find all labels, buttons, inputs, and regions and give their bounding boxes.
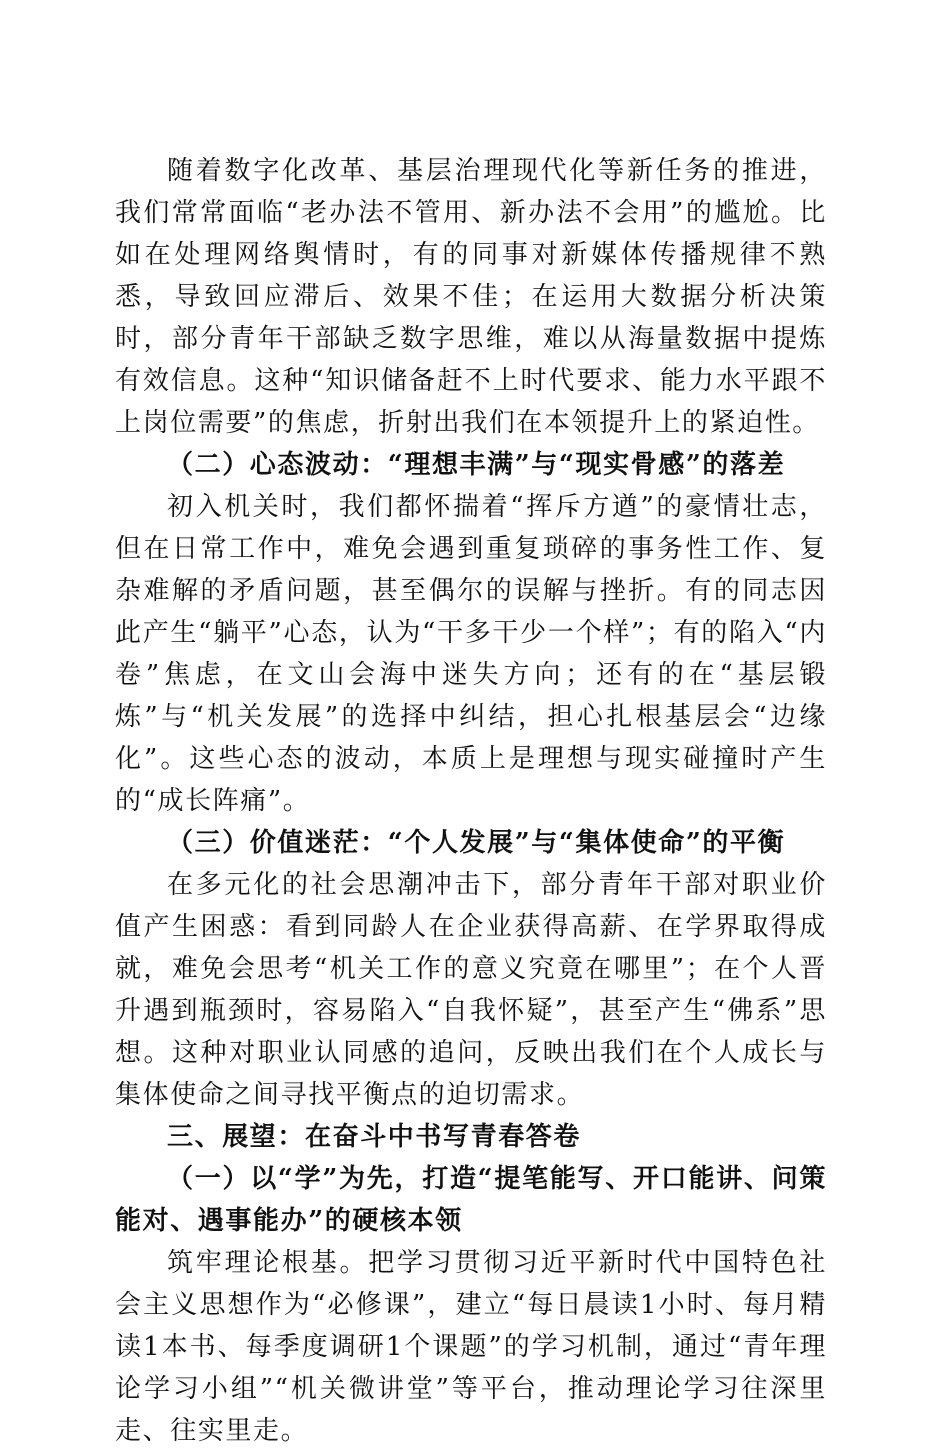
subheading-learning-first: （一）以“学”为先，打造“提笔能写、开口能讲、问策能对、遇事能办”的硬核本领	[115, 1164, 827, 1236]
subheading-mindset-fluctuation: （二）心态波动：“理想丰满”与“现实骨感”的落差	[167, 450, 786, 480]
paragraph-mindset: 初入机关时，我们都怀揣着“挥斥方遒”的豪情壮志，但在日常工作中，难免会遇到重复琐碎的事务性工作、复杂难解的矛盾问题，甚至偶尔的误解与挫折。有的同志因此产生“躺平”心态，认为“干多干少一个样”；有的陷入“内卷”焦虑，在文山会海中迷失方向；还有的在“基层锻炼”与“机关发展”的选择中纠结，担心扎根基层会“边缘化”。这些心态的波动，本质上是理想与现实碰撞时产生的“成长阵痛”。	[115, 492, 827, 816]
paragraph-digital-challenges: 随着数字化改革、基层治理现代化等新任务的推进，我们常常面临“老办法不管用、新办法不会用”的尴尬。比如在处理网络舆情时，有的同事对新媒体传播规律不熟悉，导致回应滞后、效果不佳；在运用大数据分析决策时，部分青年干部缺乏数字思维，难以从海量数据中提炼有效信息。这种“知识储备赶不上时代要求、能力水平跟不上岗位需要”的焦虑，折射出我们在本领提升上的紧迫性。	[115, 156, 827, 438]
subheading-value-confusion: （三）价值迷茫：“个人发展”与“集体使命”的平衡	[167, 828, 786, 858]
section-heading-outlook: 三、展望：在奋斗中书写青春答卷	[167, 1122, 582, 1152]
paragraph-theory-foundation: 筑牢理论根基。把学习贯彻习近平新时代中国特色社会主义思想作为“必修课”，建立“每日晨读1小时、每月精读1本书、每季度调研1个课题”的学习机制，通过“青年理论学习小组”“机关微讲堂”等平台，推动理论学习往深里走、往实里走。	[115, 1248, 827, 1446]
paragraph-value: 在多元化的社会思潮冲击下，部分青年干部对职业价值产生困惑：看到同龄人在企业获得高薪、在学界取得成就，难免会思考“机关工作的意义究竟在哪里”；在个人晋升遇到瓶颈时，容易陷入“自我怀疑”，甚至产生“佛系”思想。这种对职业认同感的追问，反映出我们在个人成长与集体使命之间寻找平衡点的迫切需求。	[115, 870, 827, 1110]
document-body	[115, 150, 827, 1452]
